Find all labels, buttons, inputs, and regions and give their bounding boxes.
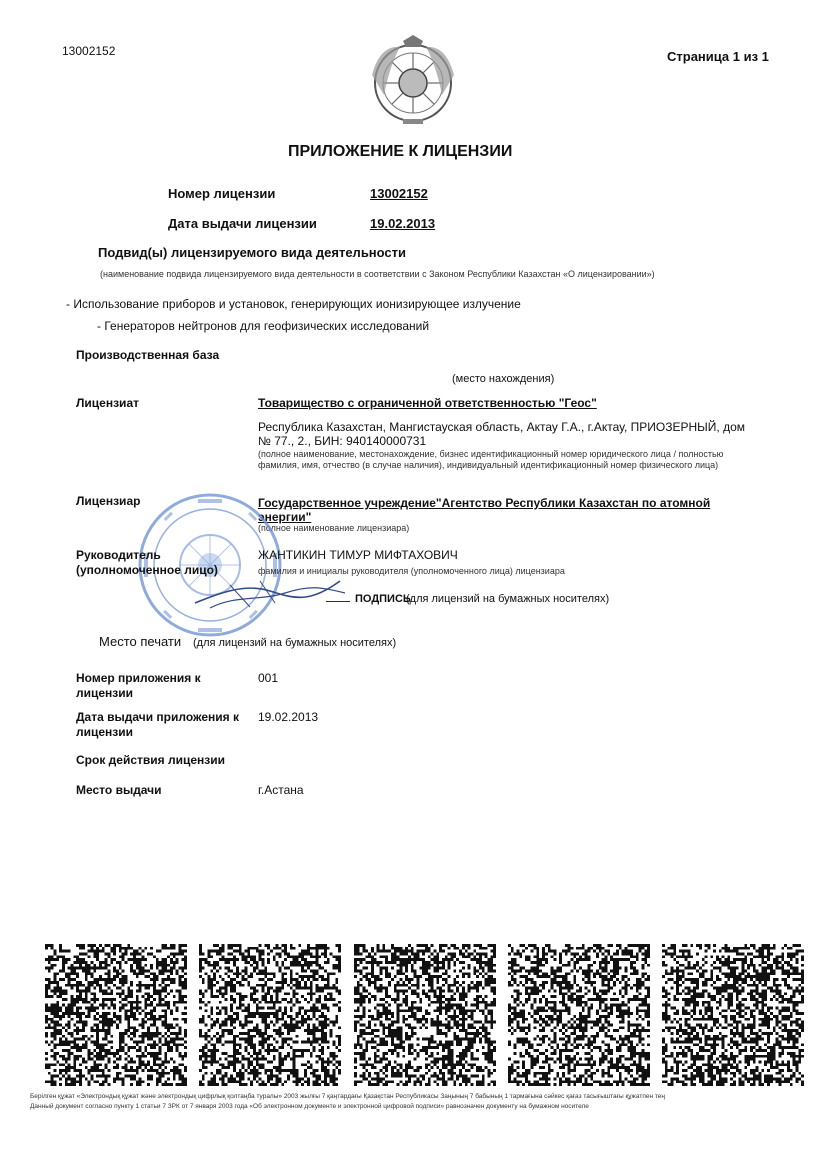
appendix-number-label: Номер приложения к лицензии [76, 671, 201, 700]
appendix-date-label: Дата выдачи приложения к лицензии [76, 710, 239, 739]
footer-line-2: Данный документ согласно пункту 1 статьи 7 ЗРК от 7 января 2003 года «Об электронном документе и электронной цифровой подписи» равнозначен документу на бумажном носителе [30, 1103, 589, 1110]
doc-number: 13002152 [62, 44, 116, 58]
licensee-label: Лицензиат [76, 396, 139, 410]
license-date-value: 19.02.2013 [370, 216, 436, 231]
head-name: ЖАНТИКИН ТИМУР МИФТАХОВИЧ [258, 548, 458, 562]
signature-label: ПОДПИСЬ [355, 593, 411, 605]
head-label-line-1: Руководитель [76, 548, 161, 562]
production-base-label: Производственная база [76, 348, 220, 362]
licensee-name: Товарищество с ограниченной ответственностью "Геос" [258, 396, 597, 410]
subtype-note: (наименование подвида лицензируемого вида деятельности в соответствии с Законом Республики Казахстан «О лицензировании») [100, 269, 655, 279]
state-emblem-icon [370, 35, 456, 125]
head-label-line-2: (уполномоченное лицо) [76, 563, 218, 577]
signature-note: (для лицензий на бумажных носителях) [406, 593, 610, 605]
licensor-label: Лицензиар [76, 494, 141, 508]
issue-place-value: г.Астана [258, 783, 304, 797]
issue-place-label: Место выдачи [76, 783, 162, 797]
production-base-note: (место нахождения) [452, 373, 555, 385]
subtype-item-1: - Использование приборов и установок, генерирующих ионизирующее излучение [66, 297, 521, 311]
stamp-label: Место печати [99, 634, 182, 649]
appendix-number-value: 001 [258, 671, 279, 685]
page-indicator: Страница 1 из 1 [667, 49, 769, 64]
qr-code-icon [199, 944, 341, 1086]
qr-code-icon [508, 944, 650, 1086]
license-number-value: 13002152 [370, 186, 428, 201]
qr-code-icon [662, 944, 804, 1086]
signature-icon [190, 573, 350, 613]
licensor-note: (полное наименование лицензиара) [258, 523, 410, 533]
qr-code-icon [45, 944, 187, 1086]
page-title: ПРИЛОЖЕНИЕ К ЛИЦЕНЗИИ [288, 143, 513, 160]
footer-legal-note [30, 1092, 800, 1112]
licensee-note: (полное наименование, местонахождение, бизнес идентификационный номер юридического лица / полностью фамилия, имя, отчество (в случае наличия), индивидуальный идентификационный номер физического лица) [258, 449, 724, 470]
stamp-note: (для лицензий на бумажных носителях) [193, 637, 397, 649]
validity-label: Срок действия лицензии [76, 753, 225, 767]
appendix-date-value: 19.02.2013 [258, 710, 319, 724]
licensor-name: Государственное учреждение"Агентство Республики Казахстан по атомной энергии" [258, 496, 711, 524]
license-date-label: Дата выдачи лицензии [168, 216, 317, 231]
head-note: фамилия и инициалы руководителя (уполномоченного лица) лицензиара [258, 566, 565, 576]
qr-code-icon [354, 944, 496, 1086]
licensee-address: Республика Казахстан, Мангистауская область, Актау Г.А., г.Актау, ПРИОЗЕРНЫЙ, дом № 77., 2., БИН: 940140000731 [258, 420, 745, 448]
license-number-label: Номер лицензии [168, 186, 276, 201]
subtype-item-2: - Генераторов нейтронов для геофизических исследований [97, 319, 430, 333]
subtype-heading: Подвид(ы) лицензируемого вида деятельности [98, 245, 407, 260]
footer-line-1: Берілген құжат «Электрондық құжат және электрондық цифрлық қолтаңба туралы» 2003 жылғы 7 қаңтардағы Қазақстан Республикасы Заңының 7 бабының 1 тармағына сәйкес қағаз тасығыштағы құжатпен тең [30, 1093, 665, 1100]
signature-line [326, 601, 350, 602]
